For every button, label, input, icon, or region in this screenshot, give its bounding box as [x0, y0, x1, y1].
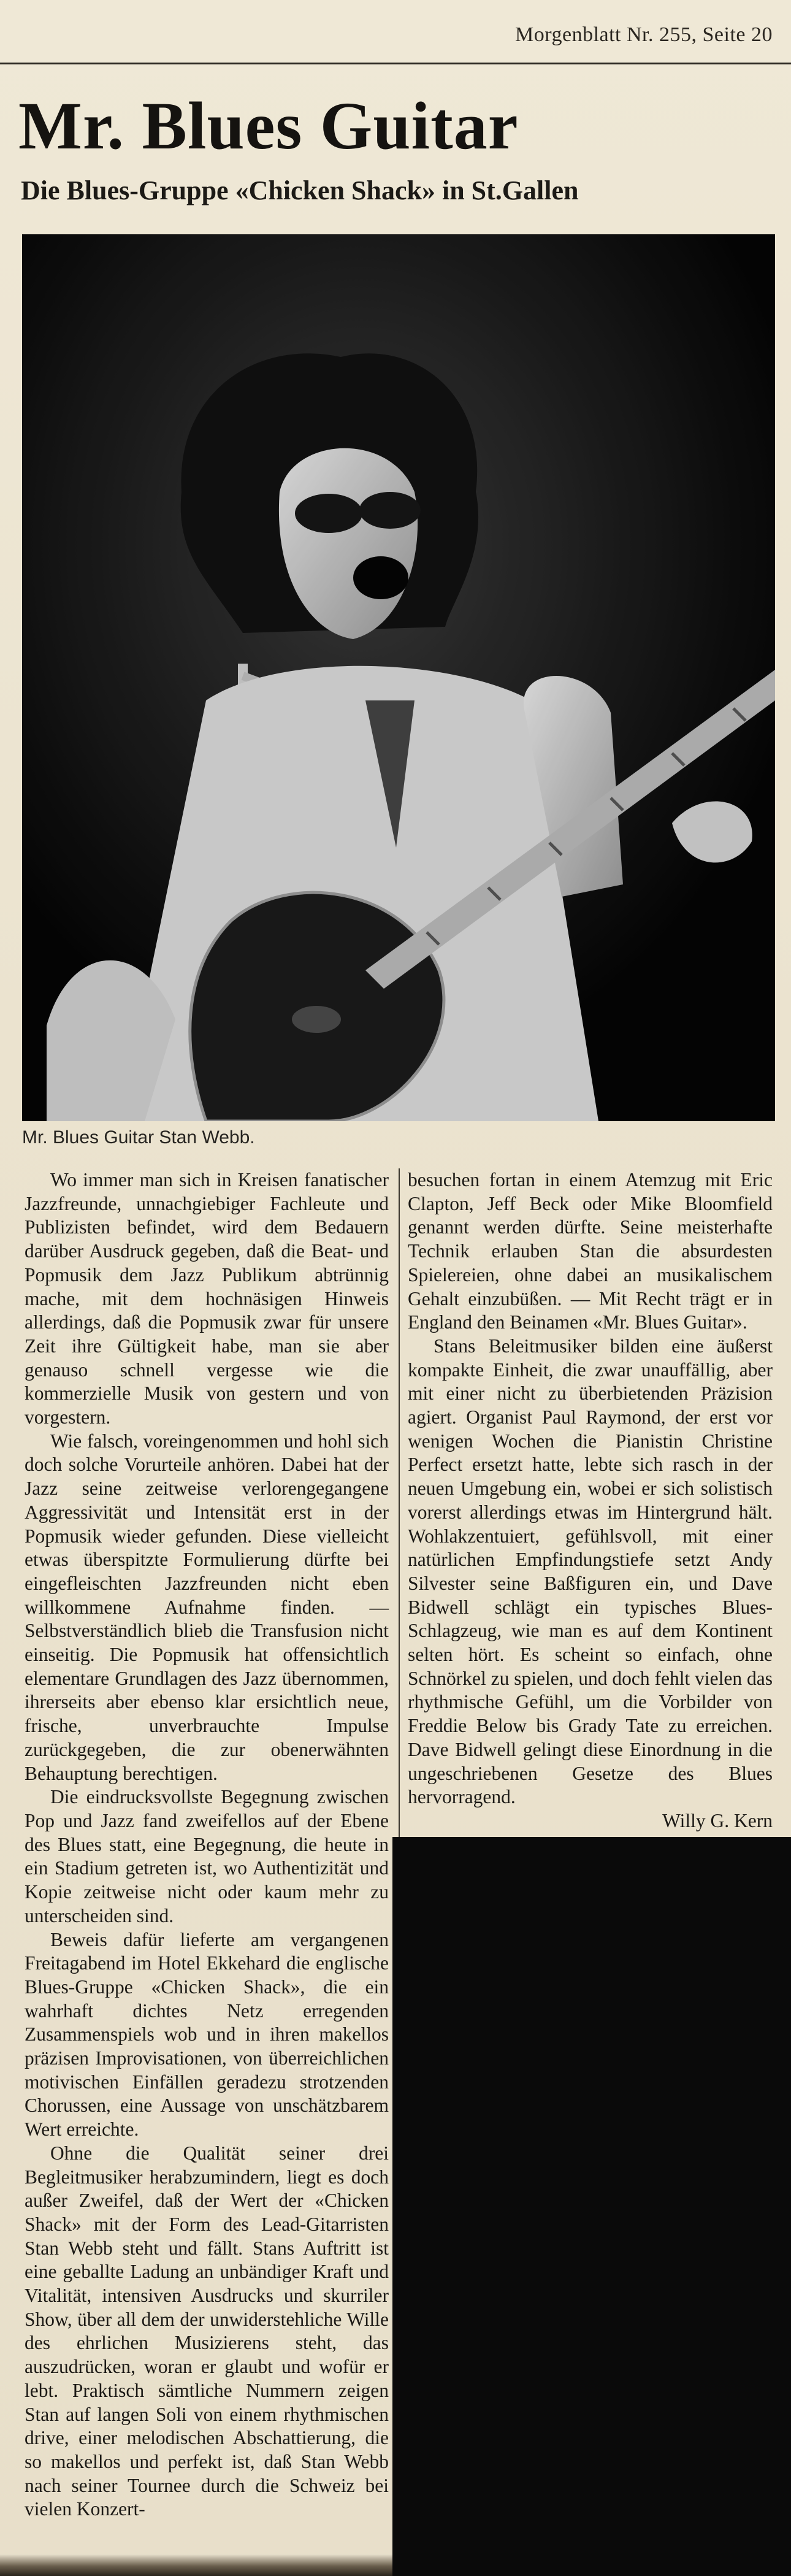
black-background-area	[392, 1837, 791, 2576]
guitarist-photo-image	[22, 234, 775, 1121]
concert-photo	[22, 234, 775, 1121]
paragraph: Wie falsch, voreingenommen und hohl sich doch solche Vorurteile anhören. Dabei hat der Jazz seine zeitweise verlorengegangene Aggressivität und Intensität erst in der Popmusik wieder gefunden. Diese vielleicht etwas überspitzte Formulierung dürfte bei eingefleischten Jazzfreunden nicht eben willkommene Aufnahme finden. — Selbstverständlich blieb die Transfusion nicht einseitig. Die Popmusik hat offensichtlich elementare Grundlagen des Jazz übernommen, ihrerseits aber ebenso klar ersichtlich neue, frische, unverbrauchte Impulse zurückgegeben, die zur obenerwähnten Behauptung berechtigen.	[25, 1430, 389, 1784]
paragraph: Beweis dafür lieferte am vergangenen Freitagabend im Hotel Ekkehard die englische Blues-Gruppe «Chicken Shack», die ein wahrhaft dichtes Netz erregenden Zusammenspiels wob und in ihren makellos präzisen Improvisationen, von überreichlichen motivischen Einfällen geradezu strotzenden Chorussen, eine Aussage von unschätzbarem Wert erreichte.	[25, 1928, 389, 2141]
paragraph: Stans Beleitmusiker bilden eine äußerst kompakte Einheit, die zwar unauffällig, aber mit einer nicht zu überbietenden Präzision agiert. Organist Paul Raymond, der erst vor wenigen Wochen die Pianistin Christine Perfect ersetzt hatte, lebte sich rasch in der neuen Umgebung ein, wobei er sich solistisch vorerst allerdings etwas im Hintergrund hält. Wohlakzentuiert, gefühlsvoll, mit einer natürlichen Empfindungstiefe setzt Andy Silvester seine Baßfiguren ein, und Dave Bidwell schlägt ein typisches Blues-Schlagzeug, wie man es auf dem Kontinent selten hört. Es scheint so einfach, ohne Schnörkel zu spielen, und doch fehlt vielen das rhythmische Gefühl, um die Vorbilder von Freddie Below bis Grady Tate zu erreichen. Dave Bidwell gelingt diese Einordnung in die ungeschriebenen Gesetze des Blues hervorragend.	[408, 1335, 773, 1808]
article-column-right	[408, 1168, 773, 1833]
photo-caption: Mr. Blues Guitar Stan Webb.	[22, 1127, 255, 1148]
subheadline: Die Blues-Gruppe «Chicken Shack» in St.Gallen	[21, 175, 579, 205]
headline: Mr. Blues Guitar	[18, 88, 519, 163]
paragraph: Wo immer man sich in Kreisen fanatischer Jazzfreunde, unnachgiebiger Fachleute und Publizisten befindet, wird dem Bedauern darüber Ausdruck gegeben, daß die Beat- und Popmusik dem Jazz Publikum abtrünnig mache, mit dem hochnäsigen Hinweis allerdings, daß die Popmusik zwar für unsere Zeit ihre Gültigkeit habe, man sie aber genauso schnell vergesse wie die kommerzielle Musik von gestern und von vorgestern.	[25, 1169, 389, 1428]
page-header: Morgenblatt Nr. 255, Seite 20	[515, 23, 773, 46]
page-bottom-edge	[0, 2554, 392, 2576]
signature-line	[408, 1809, 773, 1833]
paragraph: Die eindrucksvollste Begegnung zwischen Pop und Jazz fand zweifellos auf der Ebene des Blues statt, eine Begegnung, die heute in ein Stadium getreten ist, wo Authentizität und Kopie zeitweise nicht oder kaum mehr zu unterscheiden sind.	[25, 1786, 389, 1926]
paragraph: Ohne die Qualität seiner drei Begleitmusiker herabzumindern, liegt es doch außer Zweifel, daß der Wert der «Chicken Shack» mit der Form des Lead-Gitarristen Stan Webb steht und fällt. Stans Auftritt ist eine geballte Ladung an unbändiger Kraft und Vitalität, intensiven Ausdrucks und skurriler Show, über all dem der unwiderstehliche Wille des ehrlichen Musizierens steht, das auszudrücken, woran er glaubt und wofür er lebt. Praktisch sämtliche Nummern zeigen Stan auf langen Soli von einem rhythmischen drive, einer melodischen Abschattierung, die so makellos und perfekt ist, daß Stan Webb nach seiner Tournee durch die Schweiz bei vielen Konzert-	[25, 2142, 389, 2520]
paragraph: besuchen fortan in einem Atemzug mit Eric Clapton, Jeff Beck oder Mike Bloomfield genannt werden dürfte. Seine meisterhafte Technik erlauben Stan die absurdesten Spielereien, ohne dabei an musikalischem Gehalt einzubüßen. — Mit Recht trägt er in England den Beinamen «Mr. Blues Guitar».	[408, 1169, 773, 1333]
header-rule	[0, 63, 791, 64]
author-signature: Willy G. Kern	[662, 1809, 773, 1831]
article-column-left	[25, 1168, 389, 2521]
